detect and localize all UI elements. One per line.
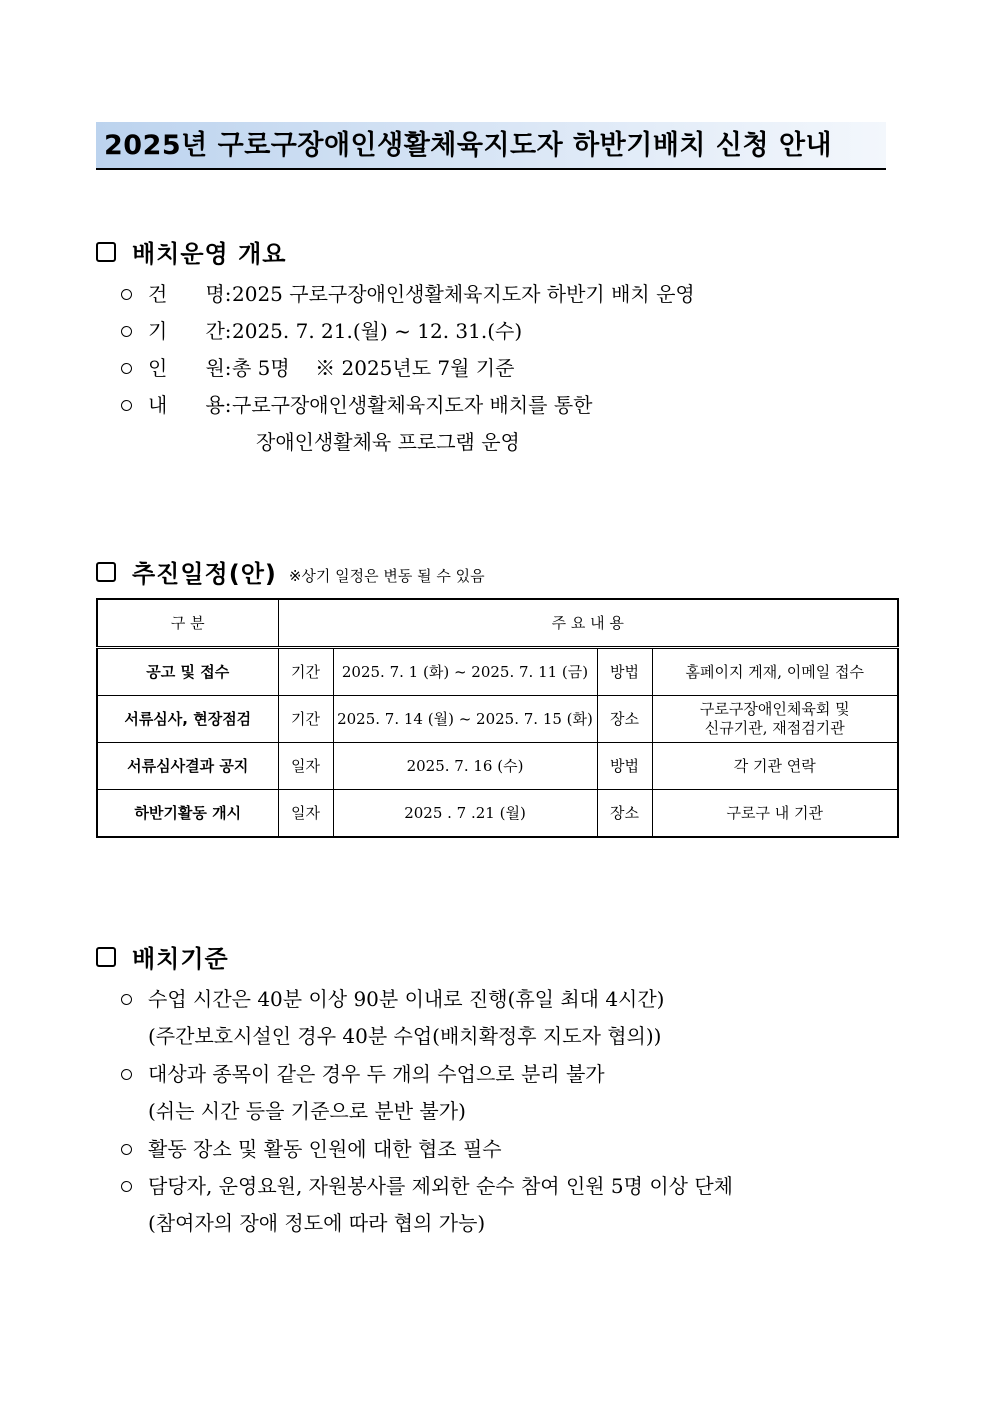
section-title: 추진일정(안) (132, 560, 277, 588)
row-value: 2025. 7. 16 (수) (333, 743, 597, 790)
table-row (97, 743, 898, 790)
circle-bullet-icon (121, 1069, 132, 1080)
row-value: 2025. 7. 1 (화) ~ 2025. 7. 11 (금) (333, 648, 597, 696)
section-overview-heading (96, 234, 286, 269)
criteria-line: (참여자의 장애 정도에 따라 협의 가능) (148, 1211, 486, 1235)
circle-bullet-icon (121, 326, 132, 337)
row-name: 공고 및 접수 (97, 648, 278, 696)
table-header-cell: 주 요 내 용 (278, 599, 898, 648)
row-value: 총 5명 ※ 2025년도 7월 기준 (232, 356, 515, 380)
row-value: 2025. 7. 21.(월) ~ 12. 31.(수) (232, 319, 523, 343)
row-value-line: 구로구 내 기관 (726, 803, 823, 822)
row-key: 방법 (597, 648, 652, 696)
checkbox-icon (96, 947, 116, 967)
row-value (652, 790, 898, 838)
criteria-line: (주간보호시설인 경우 40분 수업(배치확정후 지도자 협의)) (148, 1024, 662, 1048)
table-row (97, 790, 898, 838)
row-value: 2025. 7. 14 (월) ~ 2025. 7. 15 (화) (333, 696, 597, 743)
circle-bullet-icon (121, 363, 132, 374)
row-key: 장소 (597, 790, 652, 838)
row-value (652, 743, 898, 790)
circle-bullet-icon (121, 1181, 132, 1192)
page-title: 2025년 구로구장애인생활체육지도자 하반기배치 신청 안내 (96, 122, 886, 170)
criteria-line: 대상과 종목이 같은 경우 두 개의 수업으로 분리 불가 (148, 1062, 605, 1086)
overview-continuation: 장애인생활체육 프로그램 운영 (256, 430, 520, 454)
criteria-line: 활동 장소 및 활동 인원에 대한 협조 필수 (148, 1137, 502, 1161)
criteria-line: (쉬는 시간 등을 기준으로 분반 불가) (148, 1099, 466, 1123)
row-name: 하반기활동 개시 (97, 790, 278, 838)
row-key: 방법 (597, 743, 652, 790)
criteria-line: 담당자, 운영요원, 자원봉사를 제외한 순수 참여 인원 5명 이상 단체 (148, 1174, 733, 1198)
overview-row (148, 391, 592, 419)
row-label: 인 원: (148, 356, 232, 380)
row-value-line: 홈페이지 게재, 이메일 접수 (685, 662, 864, 681)
table-row (97, 648, 898, 696)
checkbox-icon (96, 562, 116, 582)
row-key: 일자 (278, 790, 333, 838)
section-title: 배치기준 (132, 945, 229, 973)
row-value: 구로구장애인생활체육지도자 배치를 통한 (232, 393, 593, 417)
row-key: 기간 (278, 648, 333, 696)
overview-row (148, 317, 522, 345)
overview-row (148, 354, 514, 382)
row-value-line: 구로구장애인체육회 및 (699, 700, 850, 718)
row-name: 서류심사, 현장점검 (97, 696, 278, 743)
row-label: 건 명: (148, 282, 232, 306)
row-value (652, 696, 898, 743)
checkbox-icon (96, 242, 116, 262)
row-value (652, 648, 898, 696)
row-name: 서류심사결과 공지 (97, 743, 278, 790)
schedule-table (96, 598, 899, 838)
circle-bullet-icon (121, 289, 132, 300)
row-value-line: 각 기관 연락 (733, 756, 816, 775)
row-key: 기간 (278, 696, 333, 743)
section-criteria-heading (96, 939, 229, 974)
table-row (97, 696, 898, 743)
row-value: 2025 . 7 .21 (월) (333, 790, 597, 838)
section-schedule-heading (96, 554, 485, 589)
circle-bullet-icon (121, 1144, 132, 1155)
criteria-line: 수업 시간은 40분 이상 90분 이내로 진행(휴일 최대 4시간) (148, 987, 665, 1011)
table-header-cell: 구 분 (97, 599, 278, 648)
circle-bullet-icon (121, 400, 132, 411)
table-header-row (97, 599, 898, 648)
row-label: 내 용: (148, 393, 232, 417)
row-value-line: 신규기관, 재점검기관 (704, 719, 845, 737)
section-title: 배치운영 개요 (132, 240, 287, 268)
circle-bullet-icon (121, 994, 132, 1005)
overview-row (148, 280, 695, 308)
row-key: 일자 (278, 743, 333, 790)
row-label: 기 간: (148, 319, 232, 343)
section-note: ※상기 일정은 변동 될 수 있음 (288, 567, 485, 585)
row-key: 장소 (597, 696, 652, 743)
row-value: 2025 구로구장애인생활체육지도자 하반기 배치 운영 (232, 282, 695, 306)
